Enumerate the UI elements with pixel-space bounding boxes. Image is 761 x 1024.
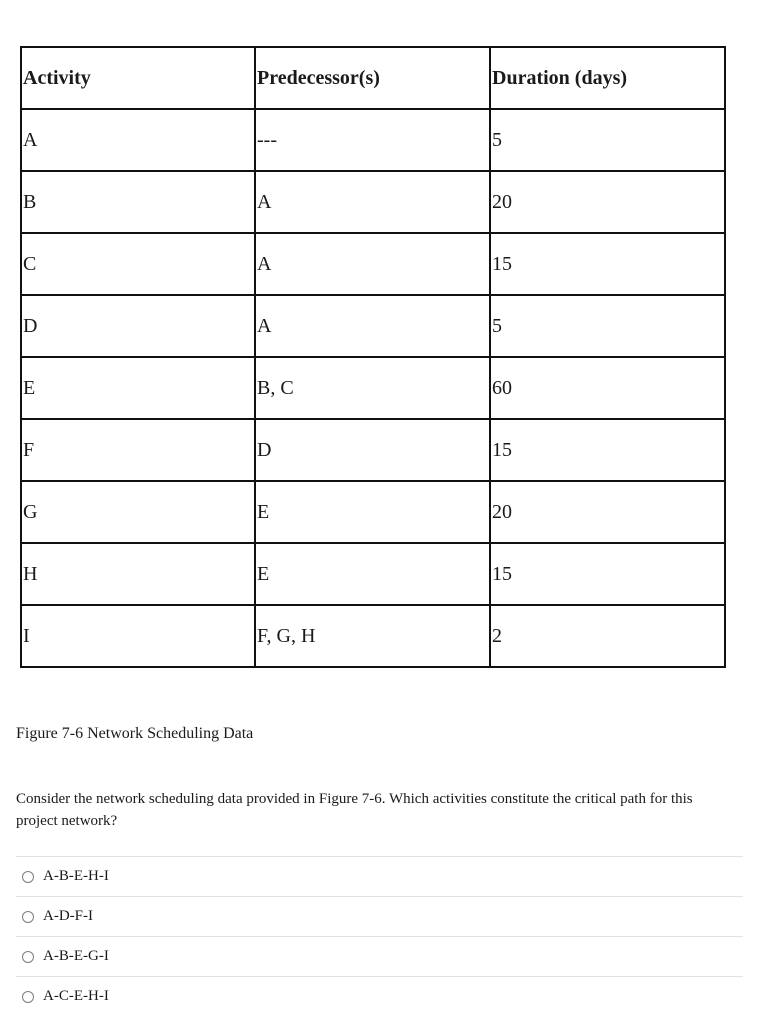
duration-cell: 5 (490, 295, 725, 357)
scheduling-table (20, 46, 726, 668)
header-duration: Duration (days) (490, 47, 725, 109)
predecessors-cell: A (255, 295, 490, 357)
activity-cell: C (21, 233, 255, 295)
predecessors-cell: A (255, 233, 490, 295)
predecessors-cell: D (255, 419, 490, 481)
table-row (21, 481, 725, 543)
answer-option[interactable] (16, 896, 743, 936)
activity-cell: F (21, 419, 255, 481)
figure-caption: Figure 7-6 Network Scheduling Data (16, 725, 254, 742)
table-row (21, 357, 725, 419)
duration-cell: 60 (490, 357, 725, 419)
answer-option-label: A-B-E-G-I (43, 948, 109, 964)
activity-cell: G (21, 481, 255, 543)
predecessors-cell: A (255, 171, 490, 233)
predecessors-cell: E (255, 481, 490, 543)
table-row (21, 233, 725, 295)
table-header-row (21, 47, 725, 109)
duration-cell: 5 (490, 109, 725, 171)
activity-cell: D (21, 295, 255, 357)
activity-cell: A (21, 109, 255, 171)
predecessors-cell: E (255, 543, 490, 605)
activity-cell: E (21, 357, 255, 419)
answer-option[interactable] (16, 936, 743, 976)
table-row (21, 171, 725, 233)
duration-cell: 2 (490, 605, 725, 667)
table-row (21, 109, 725, 171)
answer-option-label: A-D-F-I (43, 908, 93, 924)
answer-option-label: A-B-E-H-I (43, 868, 109, 884)
activity-cell: B (21, 171, 255, 233)
radio-button-icon[interactable] (22, 991, 34, 1003)
header-activity: Activity (21, 47, 255, 109)
question-text: Consider the network scheduling data provided in Figure 7-6. Which activities constitute the critical path for this project network? (16, 791, 693, 829)
answer-option-label: A-C-E-H-I (43, 988, 109, 1004)
answer-option[interactable] (16, 856, 743, 896)
duration-cell: 15 (490, 543, 725, 605)
table-row (21, 543, 725, 605)
radio-button-icon[interactable] (22, 951, 34, 963)
table-row (21, 605, 725, 667)
activity-cell: H (21, 543, 255, 605)
header-predecessors: Predecessor(s) (255, 47, 490, 109)
activity-cell: I (21, 605, 255, 667)
radio-button-icon[interactable] (22, 911, 34, 923)
table-row (21, 295, 725, 357)
predecessors-cell: B, C (255, 357, 490, 419)
duration-cell: 20 (490, 171, 725, 233)
predecessors-cell: F, G, H (255, 605, 490, 667)
duration-cell: 20 (490, 481, 725, 543)
duration-cell: 15 (490, 419, 725, 481)
table-row (21, 419, 725, 481)
predecessors-cell: --- (255, 109, 490, 171)
answer-option[interactable] (16, 976, 743, 1016)
radio-button-icon[interactable] (22, 871, 34, 883)
answer-options (16, 856, 743, 1016)
duration-cell: 15 (490, 233, 725, 295)
